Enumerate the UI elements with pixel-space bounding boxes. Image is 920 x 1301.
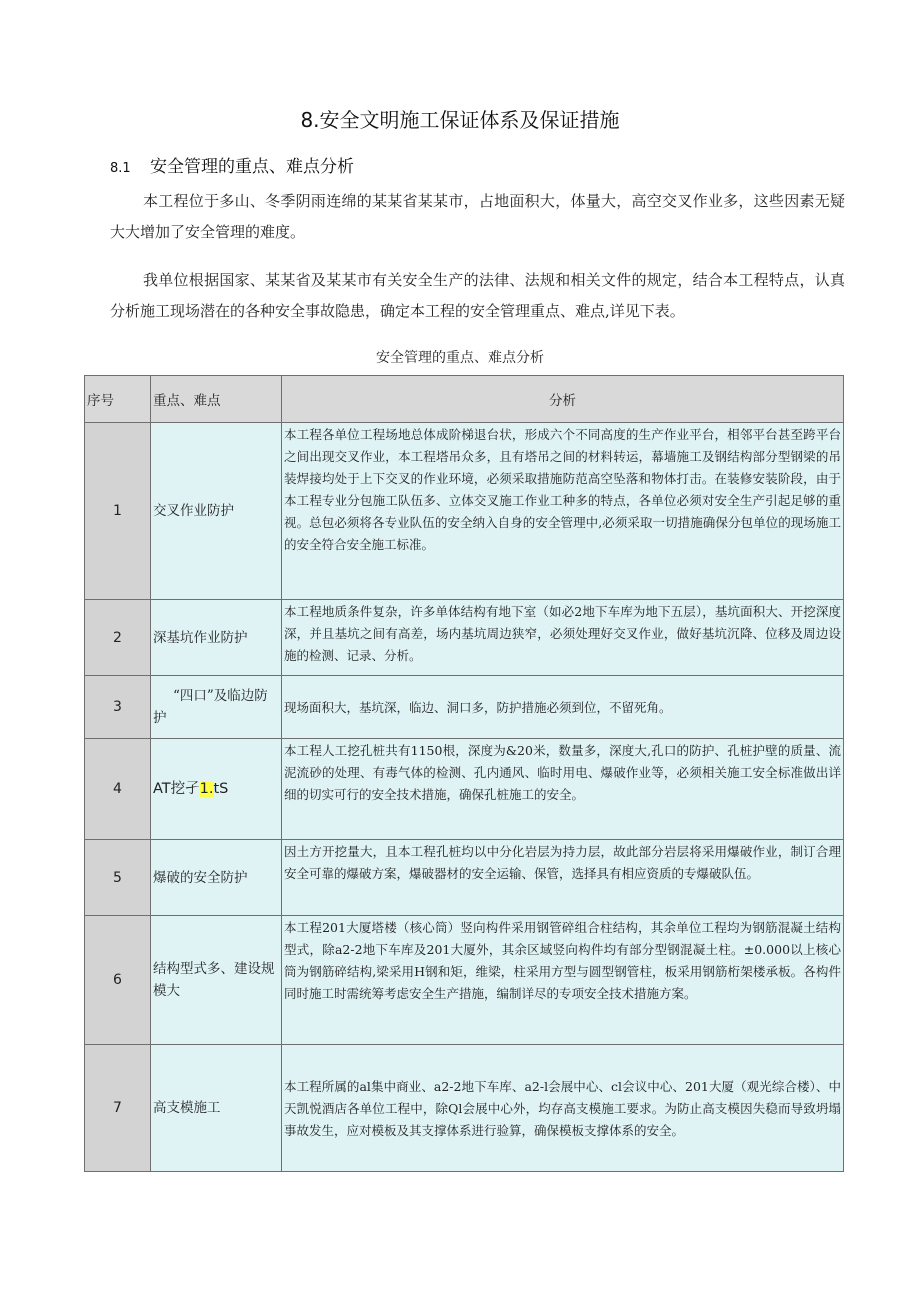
table-row [85,739,844,840]
row-analysis: 因土方开挖量大，且本工程孔桩均以中分化岩层为持力层，故此部分岩层将采用爆破作业，制订合理安全可靠的爆破方案，爆破器材的安全运输、保管，选择具有相应资质的专爆破队伍。 [282,840,844,916]
table-row [85,840,844,916]
section-heading [110,152,354,177]
table-header-row [85,376,844,423]
analysis-table [84,375,844,1172]
row-key-point: 结构型式多、建设规模大 [151,916,282,1045]
section-title: 安全管理的重点、难点分析 [150,157,354,177]
row-key-point [151,739,282,840]
header-number: 序号 [85,376,151,423]
row-analysis: 现场面积大，基坑深，临边、洞口多，防护措施必须到位，不留死角。 [282,676,844,739]
intro-paragraph-2: 我单位根据国家、某某省及某某市有关安全生产的法律、法规和相关文件的规定，结合本工程特点，认真分析施工现场潜在的各种安全事故隐患，确定本工程的安全管理重点、难点,详见下表。 [110,271,845,320]
row-number: 3 [85,676,151,739]
row-key-point: 交叉作业防护 [151,423,282,600]
key-text-prefix: AT挖孑 [153,781,200,797]
row-number: 2 [85,600,151,676]
row-number: 5 [85,840,151,916]
row-number: 6 [85,916,151,1045]
table-row [85,1045,844,1172]
table-row [85,676,844,739]
row-number: 4 [85,739,151,840]
key-text-suffix: tS [213,781,229,797]
row-key-point: “四口”及临边防护 [151,676,282,739]
row-number: 7 [85,1045,151,1172]
header-analysis: 分析 [282,376,844,423]
row-analysis: 本工程地质条件复杂，许多单体结构有地下室（如必2地下车库为地下五层），基坑面积大、开挖深度深，并且基坑之间有高差，场内基坑周边狭窄，必须处理好交叉作业，做好基坑沉降、位移及周边设施的检测、记录、分析。 [282,600,844,676]
document-title: 8.安全文明施工保证体系及保证措施 [300,108,620,132]
row-key-point: 爆破的安全防护 [151,840,282,916]
table-row [85,600,844,676]
table-row [85,423,844,600]
row-number: 1 [85,423,151,600]
key-text-highlight: 1. [199,781,214,797]
row-analysis: 本工程人工挖孔桩共有1150根，深度为&20米，数量多，深度大,孔口的防护、孔桩护壁的质量、流泥流砂的处理、有毒气体的检测、孔内通风、临时用电、爆破作业等，必须相关施工安全标准做出详细的切实可行的安全技术措施，确保孔桩施工的安全。 [282,739,844,840]
section-number: 8.1 [110,161,131,176]
row-key-point: 高支模施工 [151,1045,282,1172]
header-key-point: 重点、难点 [151,376,282,423]
row-analysis: 本工程各单位工程场地总体成阶梯退台状，形成六个不同高度的生产作业平台，相邻平台甚至跨平台之间出现交叉作业，本工程塔吊众多，且有塔吊之间的材料转运，幕墙施工及钢结构部分型钢梁的吊装焊接均处于上下交叉的作业环境，必须采取措施防范高空坠落和物体打击。在装修安装阶段，由于本工程专业分包施工队伍多、立体交叉施工作业工种多的特点，各单位必须对安全生产引起足够的重视。总包必须将各专业队伍的安全纳入自身的安全管理中,必须采取一切措施确保分包单位的现场施工的安全符合安全施工标准。 [282,423,844,600]
intro-paragraph-1: 本工程位于多山、冬季阴雨连绵的某某省某某市，占地面积大，体量大，高空交叉作业多，这些因素无疑大大增加了安全管理的难度。 [110,192,845,241]
table-caption: 安全管理的重点、难点分析 [376,350,544,366]
row-key-point: 深基坑作业防护 [151,600,282,676]
row-analysis: 本工程201大厦塔楼（核心筒）竖向构件采用钢管碎组合柱结构，其余单位工程均为钢筋混凝土结构型式，除a2-2地下车库及201大厦外，其余区域竖向构件均有部分型钢混凝土柱。±0.000以上核心筒为钢筋碎结构,梁采用H钢和矩，维梁，柱采用方型与圆型钢管柱，板采用钢筋桁架楼承板。各构件同时施工时需统筹考虑安全生产措施，编制详尽的专项安全技术措施方案。 [282,916,844,1045]
row-analysis: 本工程所属的al集中商业、a2-2地下车库、a2-l会展中心、cl会议中心、201大厦（观光综合楼）、中天凯悦酒店各单位工程中，除Ql会展中心外，均存高支模施工要求。为防止高支模因失稳而导致坍塌事故发生，应对模板及其支撑体系进行验算，确保模板支撑体系的安全。 [282,1045,844,1172]
table-row [85,916,844,1045]
